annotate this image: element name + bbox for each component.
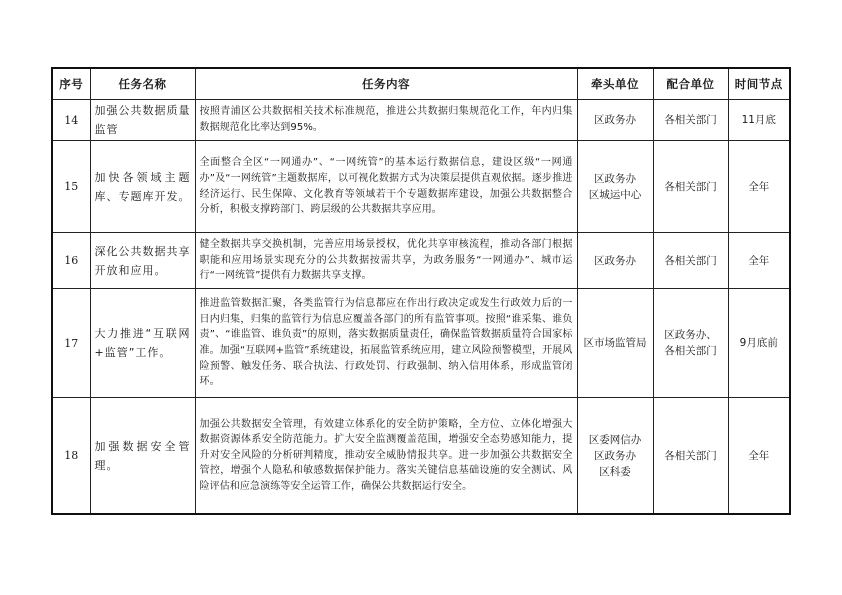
header-time: 时间节点	[728, 68, 790, 100]
table-header-row	[52, 68, 790, 100]
table-row	[52, 141, 790, 233]
table-row	[52, 100, 790, 141]
header-task-name: 任务名称	[90, 68, 195, 100]
row-time: 全年	[728, 398, 790, 515]
row-coop-unit: 各相关部门	[653, 100, 728, 141]
row-task-name: 加快各领域主题库、专题库开发。	[90, 141, 195, 233]
task-table	[51, 67, 791, 515]
header-task-content: 任务内容	[195, 68, 577, 100]
row-task-content: 全面整合全区“一网通办”、“一网统管”的基本运行数据信息，建设区级“一网通办”及“一网统管”主题数据库，以可视化数据方式为决策层提供直观依据。逐步推进经济运行、民生保障、文化教育等领域若干个专题数据库建设，加强公共数据整合分析，积极支撑跨部门、跨层级的公共数据共享应用。	[195, 141, 577, 233]
row-no: 15	[52, 141, 90, 233]
row-lead-unit: 区政务办	[577, 100, 653, 141]
row-task-name: 大力推进“互联网+监管”工作。	[90, 289, 195, 398]
row-task-name: 加强公共数据质量监管	[90, 100, 195, 141]
row-no: 18	[52, 398, 90, 515]
header-lead-unit: 牵头单位	[577, 68, 653, 100]
row-lead-unit: 区委网信办 区政务办 区科委	[577, 398, 653, 515]
row-time: 11月底	[728, 100, 790, 141]
table-row	[52, 233, 790, 289]
row-task-content: 按照青浦区公共数据相关技术标准规范，推进公共数据归集规范化工作，年内归集数据规范化比率达到95%。	[195, 100, 577, 141]
header-no: 序号	[52, 68, 90, 100]
row-coop-unit: 各相关部门	[653, 233, 728, 289]
row-task-content: 推进监管数据汇聚，各类监管行为信息都应在作出行政决定或发生行政效力后的一日内归集，归集的监管行为信息应覆盖各部门的所有监管事项。按照“谁采集、谁负责”、“谁监管、谁负责”的原则，落实数据质量责任，确保监管数据质量符合国家标准。加强“互联网+监管”系统建设，拓展监管系统应用，建立风险预警模型，开展风险预警、触发任务、联合执法、行政处罚、行政强制、纳入信用体系，形成监管闭环。	[195, 289, 577, 398]
row-no: 16	[52, 233, 90, 289]
row-task-name: 加强数据安全管理。	[90, 398, 195, 515]
row-time: 全年	[728, 233, 790, 289]
row-no: 14	[52, 100, 90, 141]
table-row	[52, 289, 790, 398]
row-time: 9月底前	[728, 289, 790, 398]
row-lead-unit: 区市场监管局	[577, 289, 653, 398]
row-task-content: 加强公共数据安全管理，有效建立体系化的安全防护策略，全方位、立体化增强大数据资源体系安全防范能力。扩大安全监测覆盖范围，增强安全态势感知能力，提升对安全风险的分析研判精度，推动安全威胁情报共享。进一步加强公共数据安全管控，增强个人隐私和敏感数据保护能力。落实关键信息基础设施的安全测试、风险评估和应急演练等安全运管工作，确保公共数据运行安全。	[195, 398, 577, 515]
header-coop-unit: 配合单位	[653, 68, 728, 100]
row-coop-unit: 各相关部门	[653, 398, 728, 515]
row-lead-unit: 区政务办	[577, 233, 653, 289]
row-task-name: 深化公共数据共享开放和应用。	[90, 233, 195, 289]
table-row	[52, 398, 790, 515]
row-lead-unit: 区政务办 区城运中心	[577, 141, 653, 233]
row-time: 全年	[728, 141, 790, 233]
row-coop-unit: 区政务办、 各相关部门	[653, 289, 728, 398]
row-coop-unit: 各相关部门	[653, 141, 728, 233]
row-no: 17	[52, 289, 90, 398]
row-task-content: 健全数据共享交换机制，完善应用场景授权，优化共享审核流程，推动各部门根据职能和应用场景实现充分的公共数据按需共享，为政务服务“一网通办”、城市运行“一网统管”提供有力数据共享支撑。	[195, 233, 577, 289]
